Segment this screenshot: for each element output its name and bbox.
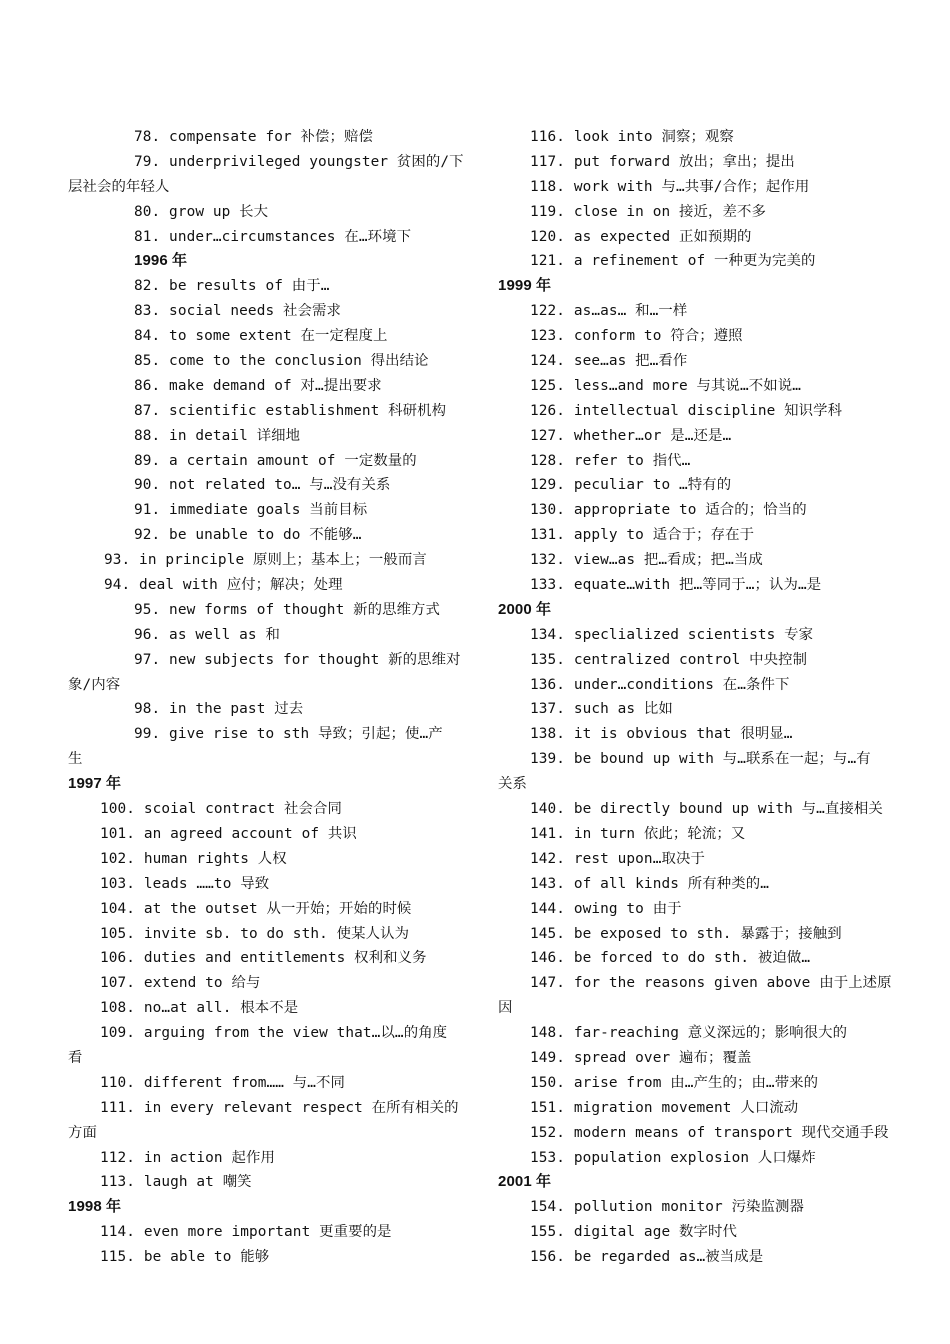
- glossary-entry: 137. such as 比如: [530, 701, 673, 718]
- glossary-entry: 154. pollution monitor 污染监测器: [530, 1199, 805, 1216]
- glossary-entry: 127. whether…or 是…还是…: [530, 427, 732, 444]
- glossary-entry: 110. different from…… 与…不同: [100, 1074, 346, 1091]
- glossary-entry: 95. new forms of thought 新的思维方式: [134, 601, 441, 618]
- entry-continuation: 生: [68, 751, 83, 768]
- entry-continuation: 关系: [498, 776, 527, 793]
- glossary-entry: 112. in action 起作用: [100, 1149, 275, 1166]
- glossary-entry: 141. in turn 依此；轮流；又: [530, 825, 746, 842]
- glossary-entry: 96. as well as 和: [134, 626, 280, 643]
- glossary-entry: 115. be able to 能够: [100, 1249, 270, 1266]
- glossary-entry: 111. in every relevant respect 在所有相关的: [100, 1099, 459, 1116]
- glossary-entry: 83. social needs 社会需求: [134, 303, 341, 320]
- glossary-entry: 147. for the reasons given above 由于上述原: [530, 975, 892, 992]
- glossary-entry: 82. be results of 由于…: [134, 278, 330, 295]
- glossary-entry: 79. underprivileged youngster 贫困的/下: [134, 153, 464, 170]
- glossary-entry: 145. be exposed to sth. 暴露于；接触到: [530, 925, 842, 942]
- glossary-entry: 151. migration movement 人口流动: [530, 1099, 799, 1116]
- glossary-entry: 128. refer to 指代…: [530, 452, 691, 469]
- glossary-entry: 133. equate…with 把…等同于…；认为…是: [530, 577, 822, 594]
- glossary-entry: 129. peculiar to …特有的: [530, 477, 732, 494]
- glossary-entry: 155. digital age 数字时代: [530, 1224, 737, 1241]
- year-heading: 1996 年: [134, 252, 188, 270]
- glossary-entry: 98. in the past 过去: [134, 701, 304, 718]
- glossary-entry: 150. arise from 由…产生的；由…带来的: [530, 1074, 819, 1091]
- glossary-entry: 87. scientific establishment 科研机构: [134, 402, 447, 419]
- glossary-entry: 152. modern means of transport 现代交通手段: [530, 1124, 889, 1141]
- glossary-entry: 124. see…as 把…看作: [530, 353, 688, 370]
- entry-continuation: 层社会的年轻人: [68, 178, 170, 195]
- year-heading: 1997 年: [68, 775, 122, 793]
- glossary-entry: 81. under…circumstances 在…环境下: [134, 228, 412, 245]
- glossary-entry: 100. scoial contract 社会合同: [100, 801, 343, 818]
- entry-continuation: 看: [68, 1049, 83, 1066]
- glossary-entry: 86. make demand of 对…提出要求: [134, 377, 382, 394]
- glossary-entry: 156. be regarded as…被当成是: [530, 1249, 764, 1266]
- glossary-entry: 131. apply to 适合于；存在于: [530, 527, 755, 544]
- glossary-entry: 105. invite sb. to do sth. 使某人认为: [100, 925, 410, 942]
- entry-continuation: 因: [498, 1000, 513, 1017]
- glossary-entry: 135. centralized control 中央控制: [530, 651, 808, 668]
- glossary-entry: 121. a refinement of 一种更为完美的: [530, 253, 816, 270]
- glossary-entry: 130. appropriate to 适合的；恰当的: [530, 502, 807, 519]
- glossary-entry: 102. human rights 人权: [100, 850, 287, 867]
- glossary-entry: 93. in principle 原则上；基本上；一般而言: [104, 552, 427, 569]
- glossary-entry: 78. compensate for 补偿；赔偿: [134, 129, 373, 145]
- glossary-entry: 139. be bound up with 与…联系在一起；与…有: [530, 751, 871, 768]
- entry-continuation: 方面: [68, 1124, 97, 1141]
- glossary-entry: 80. grow up 长大: [134, 203, 269, 220]
- glossary-entry: 136. under…conditions 在…条件下: [530, 676, 790, 693]
- year-heading: 2000 年: [498, 600, 552, 618]
- glossary-entry: 88. in detail 详细地: [134, 427, 301, 444]
- glossary-entry: 113. laugh at 嘲笑: [100, 1174, 252, 1191]
- glossary-entry: 107. extend to 给与: [100, 975, 261, 992]
- glossary-entry: 91. immediate goals 当前目标: [134, 502, 368, 519]
- glossary-entry: 149. spread over 遍布；覆盖: [530, 1049, 752, 1066]
- glossary-entry: 144. owing to 由于: [530, 900, 682, 917]
- glossary-entry: 120. as expected 正如预期的: [530, 228, 752, 245]
- glossary-entry: 123. conform to 符合；遵照: [530, 328, 743, 345]
- glossary-entry: 85. come to the conclusion 得出结论: [134, 353, 429, 370]
- glossary-entry: 122. as…as… 和…一样: [530, 303, 688, 320]
- entry-continuation: 象/内容: [68, 676, 121, 693]
- glossary-entry: 146. be forced to do sth. 被迫做…: [530, 950, 811, 967]
- glossary-entry: 104. at the outset 从一开始；开始的时候: [100, 900, 412, 917]
- glossary-entry: 148. far-reaching 意义深远的；影响很大的: [530, 1025, 848, 1042]
- glossary-entry: 126. intellectual discipline 知识学科: [530, 402, 843, 419]
- glossary-entry: 92. be unable to do 不能够…: [134, 527, 362, 544]
- glossary-entry: 89. a certain amount of 一定数量的: [134, 452, 417, 469]
- glossary-entry: 106. duties and entitlements 权利和义务: [100, 950, 427, 967]
- year-heading: 1998 年: [68, 1198, 122, 1216]
- glossary-entry: 94. deal with 应付；解决；处理: [104, 577, 343, 594]
- glossary-entry: 101. an agreed account of 共识: [100, 825, 357, 842]
- year-heading: 1999 年: [498, 277, 552, 295]
- glossary-entry: 119. close in on 接近，差不多: [530, 203, 766, 220]
- glossary-entry: 117. put forward 放出；拿出；提出: [530, 153, 795, 170]
- glossary-entry: 109. arguing from the view that…以…的角度: [100, 1025, 448, 1042]
- glossary-entry: 108. no…at all. 根本不是: [100, 1000, 299, 1017]
- glossary-entry: 140. be directly bound up with 与…直接相关: [530, 801, 883, 818]
- glossary-entry: 90. not related to… 与…没有关系: [134, 477, 391, 494]
- glossary-entry: 142. rest upon…取决于: [530, 850, 705, 867]
- glossary-entry: 84. to some extent 在一定程度上: [134, 328, 388, 345]
- glossary-entry: 134. speclialized scientists 专家: [530, 626, 814, 643]
- glossary-entry: 138. it is obvious that 很明显…: [530, 726, 793, 743]
- year-heading: 2001 年: [498, 1173, 552, 1191]
- glossary-entry: 103. leads ……to 导致: [100, 875, 270, 892]
- right-column: [498, 125, 898, 1270]
- glossary-entry: 97. new subjects for thought 新的思维对: [134, 651, 461, 668]
- glossary-entry: 99. give rise to sth 导致；引起；使…产: [134, 726, 443, 743]
- glossary-entry: 116. look into 洞察；观察: [530, 129, 734, 145]
- glossary-entry: 153. population explosion 人口爆炸: [530, 1149, 816, 1166]
- glossary-entry: 143. of all kinds 所有种类的…: [530, 875, 769, 892]
- left-column: [68, 125, 464, 1270]
- glossary-entry: 132. view…as 把…看成；把…当成: [530, 552, 763, 569]
- glossary-entry: 114. even more important 更重要的是: [100, 1224, 392, 1241]
- glossary-entry: 118. work with 与…共事/合作；起作用: [530, 178, 810, 195]
- glossary-entry: 125. less…and more 与其说…不如说…: [530, 377, 801, 394]
